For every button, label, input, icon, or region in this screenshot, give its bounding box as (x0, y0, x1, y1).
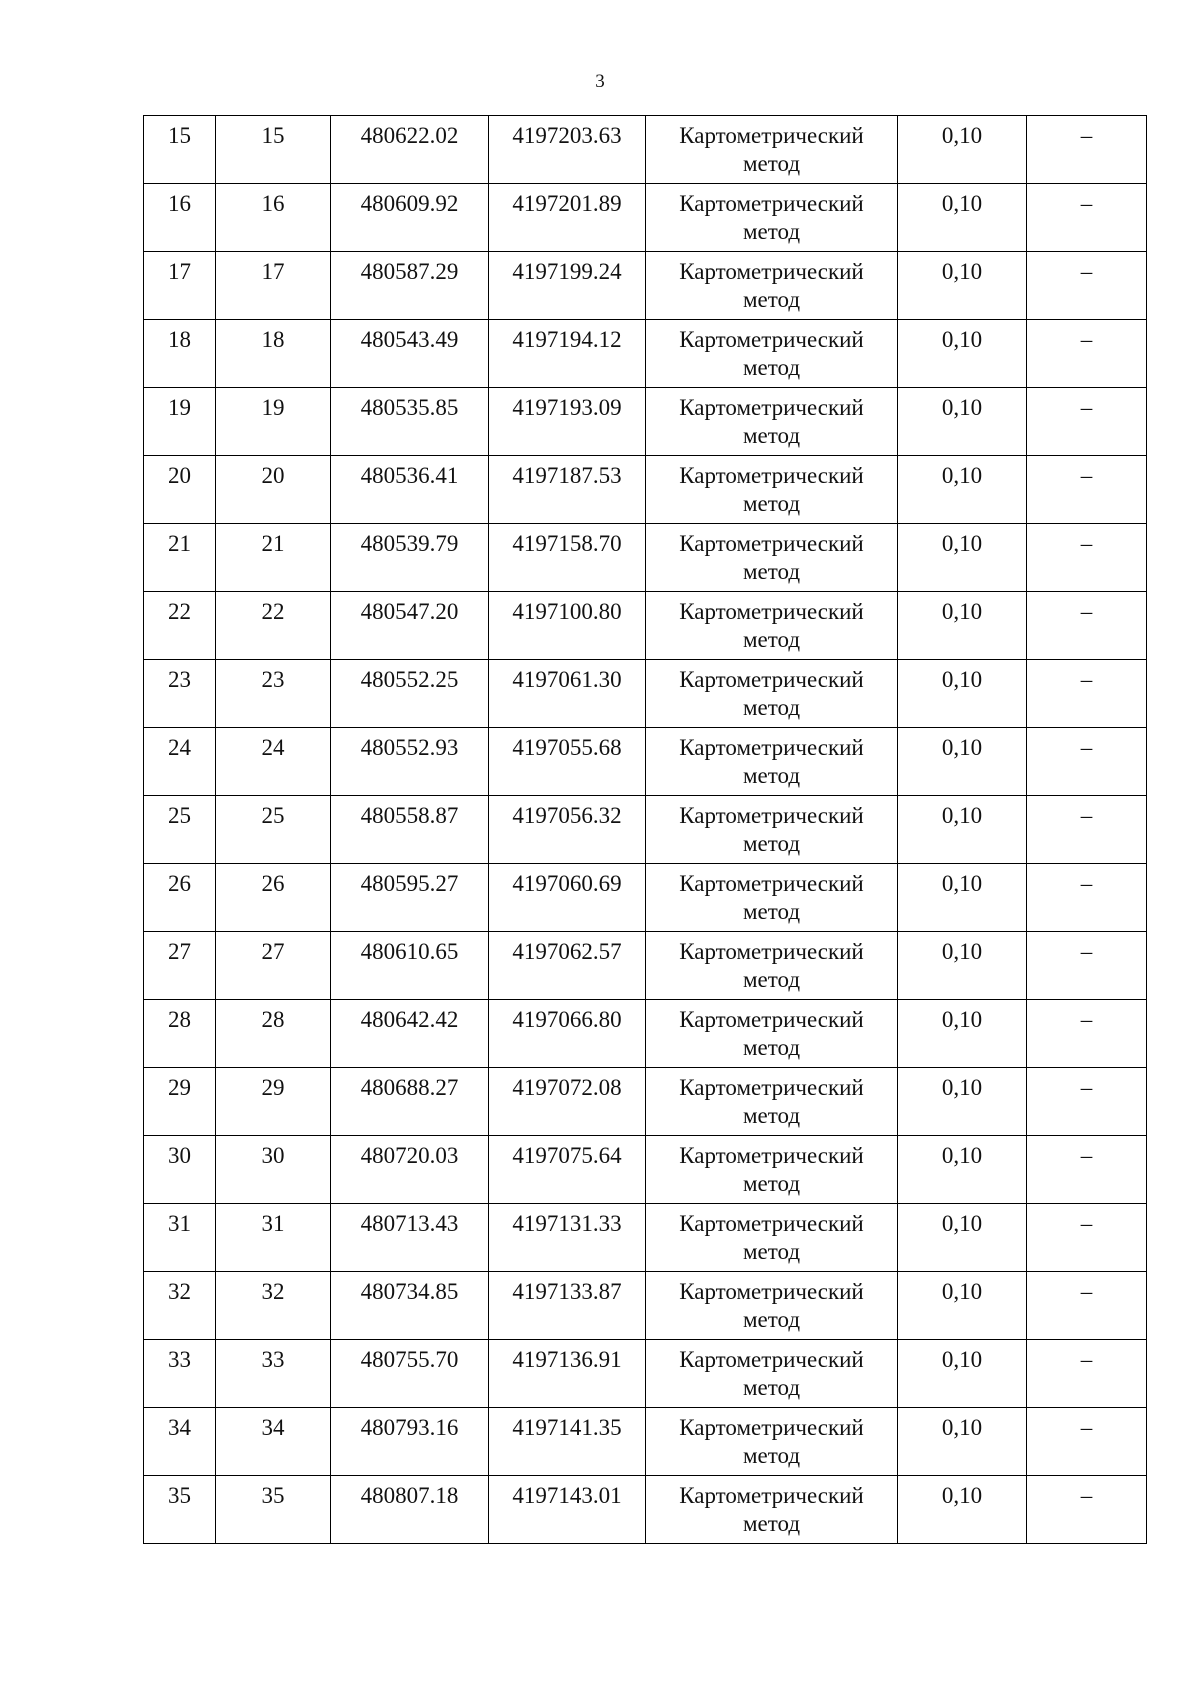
cell-row-number: 24 (144, 728, 216, 796)
cell-method (646, 660, 898, 728)
method-line-1: Картометрический (679, 803, 864, 828)
cell-row-number: 33 (144, 1340, 216, 1408)
cell-y-coordinate: 4197056.32 (489, 796, 646, 864)
cell-row-number: 29 (144, 1068, 216, 1136)
cell-accuracy: 0,10 (898, 388, 1027, 456)
cell-point-number: 19 (216, 388, 331, 456)
cell-row-number: 23 (144, 660, 216, 728)
cell-accuracy: 0,10 (898, 728, 1027, 796)
cell-accuracy: 0,10 (898, 1204, 1027, 1272)
method-line-1: Картометрический (679, 735, 864, 760)
cell-row-number: 32 (144, 1272, 216, 1340)
table-row (144, 524, 1147, 592)
cell-note: – (1027, 456, 1147, 524)
method-line-1: Картометрический (679, 599, 864, 624)
method-line-1: Картометрический (679, 1347, 864, 1372)
table-row (144, 456, 1147, 524)
table-row (144, 1272, 1147, 1340)
method-line-1: Картометрический (679, 939, 864, 964)
cell-row-number: 15 (144, 116, 216, 184)
cell-point-number: 33 (216, 1340, 331, 1408)
table-row (144, 728, 1147, 796)
cell-method (646, 932, 898, 1000)
cell-method (646, 1136, 898, 1204)
cell-row-number: 18 (144, 320, 216, 388)
cell-note: – (1027, 1204, 1147, 1272)
cell-method (646, 1068, 898, 1136)
method-line-1: Картометрический (679, 191, 864, 216)
cell-y-coordinate: 4197055.68 (489, 728, 646, 796)
cell-y-coordinate: 4197131.33 (489, 1204, 646, 1272)
cell-note: – (1027, 524, 1147, 592)
cell-row-number: 22 (144, 592, 216, 660)
method-line-2: метод (742, 1035, 801, 1060)
cell-accuracy: 0,10 (898, 660, 1027, 728)
cell-note: – (1027, 1068, 1147, 1136)
cell-row-number: 21 (144, 524, 216, 592)
cell-x-coordinate: 480807.18 (331, 1476, 489, 1544)
table-row (144, 1476, 1147, 1544)
cell-y-coordinate: 4197143.01 (489, 1476, 646, 1544)
cell-x-coordinate: 480547.20 (331, 592, 489, 660)
table-row (144, 1204, 1147, 1272)
cell-x-coordinate: 480713.43 (331, 1204, 489, 1272)
table-row (144, 864, 1147, 932)
cell-row-number: 25 (144, 796, 216, 864)
method-line-2: метод (742, 763, 801, 788)
method-line-2: метод (742, 423, 801, 448)
method-line-1: Картометрический (679, 1075, 864, 1100)
method-line-2: метод (742, 695, 801, 720)
cell-x-coordinate: 480552.25 (331, 660, 489, 728)
cell-row-number: 34 (144, 1408, 216, 1476)
method-line-2: метод (742, 1443, 801, 1468)
method-line-2: метод (742, 899, 801, 924)
method-line-2: метод (742, 1239, 801, 1264)
table-row (144, 320, 1147, 388)
cell-point-number: 15 (216, 116, 331, 184)
cell-x-coordinate: 480595.27 (331, 864, 489, 932)
cell-accuracy: 0,10 (898, 524, 1027, 592)
cell-accuracy: 0,10 (898, 864, 1027, 932)
cell-method (646, 796, 898, 864)
cell-method (646, 1340, 898, 1408)
method-line-1: Картометрический (679, 1483, 864, 1508)
table-row (144, 660, 1147, 728)
cell-y-coordinate: 4197136.91 (489, 1340, 646, 1408)
table-row (144, 592, 1147, 660)
cell-note: – (1027, 320, 1147, 388)
cell-method (646, 1204, 898, 1272)
cell-point-number: 28 (216, 1000, 331, 1068)
cell-method (646, 1272, 898, 1340)
cell-y-coordinate: 4197194.12 (489, 320, 646, 388)
cell-accuracy: 0,10 (898, 1408, 1027, 1476)
cell-row-number: 31 (144, 1204, 216, 1272)
cell-y-coordinate: 4197141.35 (489, 1408, 646, 1476)
cell-note: – (1027, 184, 1147, 252)
cell-row-number: 30 (144, 1136, 216, 1204)
table-row (144, 1340, 1147, 1408)
cell-x-coordinate: 480734.85 (331, 1272, 489, 1340)
cell-y-coordinate: 4197060.69 (489, 864, 646, 932)
method-line-1: Картометрический (679, 1007, 864, 1032)
method-line-1: Картометрический (679, 1143, 864, 1168)
table-row (144, 1408, 1147, 1476)
table-row (144, 1068, 1147, 1136)
cell-y-coordinate: 4197075.64 (489, 1136, 646, 1204)
cell-y-coordinate: 4197066.80 (489, 1000, 646, 1068)
cell-accuracy: 0,10 (898, 1136, 1027, 1204)
cell-x-coordinate: 480552.93 (331, 728, 489, 796)
cell-row-number: 16 (144, 184, 216, 252)
cell-x-coordinate: 480642.42 (331, 1000, 489, 1068)
cell-row-number: 35 (144, 1476, 216, 1544)
cell-x-coordinate: 480688.27 (331, 1068, 489, 1136)
cell-accuracy: 0,10 (898, 456, 1027, 524)
cell-point-number: 16 (216, 184, 331, 252)
cell-method (646, 320, 898, 388)
cell-y-coordinate: 4197062.57 (489, 932, 646, 1000)
cell-y-coordinate: 4197100.80 (489, 592, 646, 660)
cell-point-number: 30 (216, 1136, 331, 1204)
cell-point-number: 17 (216, 252, 331, 320)
cell-accuracy: 0,10 (898, 320, 1027, 388)
cell-x-coordinate: 480720.03 (331, 1136, 489, 1204)
method-line-2: метод (742, 1103, 801, 1128)
cell-note: – (1027, 1408, 1147, 1476)
cell-y-coordinate: 4197201.89 (489, 184, 646, 252)
cell-y-coordinate: 4197193.09 (489, 388, 646, 456)
method-line-2: метод (742, 831, 801, 856)
cell-y-coordinate: 4197199.24 (489, 252, 646, 320)
cell-row-number: 17 (144, 252, 216, 320)
method-line-2: метод (742, 151, 801, 176)
method-line-1: Картометрический (679, 463, 864, 488)
page-number: 3 (595, 71, 605, 92)
cell-note: – (1027, 1476, 1147, 1544)
cell-x-coordinate: 480755.70 (331, 1340, 489, 1408)
cell-note: – (1027, 1136, 1147, 1204)
method-line-1: Картометрический (679, 871, 864, 896)
cell-y-coordinate: 4197133.87 (489, 1272, 646, 1340)
cell-point-number: 18 (216, 320, 331, 388)
cell-note: – (1027, 1000, 1147, 1068)
cell-note: – (1027, 864, 1147, 932)
cell-accuracy: 0,10 (898, 796, 1027, 864)
cell-point-number: 34 (216, 1408, 331, 1476)
method-line-2: метод (742, 1511, 801, 1536)
cell-point-number: 22 (216, 592, 331, 660)
method-line-1: Картометрический (679, 1211, 864, 1236)
cell-note: – (1027, 1272, 1147, 1340)
cell-row-number: 28 (144, 1000, 216, 1068)
cell-point-number: 21 (216, 524, 331, 592)
method-line-1: Картометрический (679, 1415, 864, 1440)
method-line-2: метод (742, 967, 801, 992)
cell-note: – (1027, 728, 1147, 796)
cell-method (646, 1476, 898, 1544)
cell-note: – (1027, 252, 1147, 320)
cell-method (646, 456, 898, 524)
method-line-2: метод (742, 355, 801, 380)
coordinates-table (143, 115, 1147, 1544)
cell-point-number: 26 (216, 864, 331, 932)
cell-x-coordinate: 480543.49 (331, 320, 489, 388)
cell-point-number: 31 (216, 1204, 331, 1272)
cell-accuracy: 0,10 (898, 1068, 1027, 1136)
cell-point-number: 25 (216, 796, 331, 864)
cell-x-coordinate: 480539.79 (331, 524, 489, 592)
cell-row-number: 27 (144, 932, 216, 1000)
method-line-1: Картометрический (679, 327, 864, 352)
method-line-2: метод (742, 1307, 801, 1332)
cell-note: – (1027, 592, 1147, 660)
cell-note: – (1027, 796, 1147, 864)
cell-x-coordinate: 480535.85 (331, 388, 489, 456)
cell-point-number: 24 (216, 728, 331, 796)
cell-row-number: 20 (144, 456, 216, 524)
cell-accuracy: 0,10 (898, 1000, 1027, 1068)
cell-y-coordinate: 4197061.30 (489, 660, 646, 728)
cell-x-coordinate: 480587.29 (331, 252, 489, 320)
cell-point-number: 32 (216, 1272, 331, 1340)
cell-note: – (1027, 932, 1147, 1000)
cell-x-coordinate: 480609.92 (331, 184, 489, 252)
method-line-1: Картометрический (679, 1279, 864, 1304)
cell-note: – (1027, 1340, 1147, 1408)
cell-method (646, 864, 898, 932)
method-line-1: Картометрический (679, 123, 864, 148)
cell-accuracy: 0,10 (898, 1340, 1027, 1408)
cell-accuracy: 0,10 (898, 592, 1027, 660)
method-line-2: метод (742, 559, 801, 584)
method-line-1: Картометрический (679, 395, 864, 420)
cell-x-coordinate: 480536.41 (331, 456, 489, 524)
cell-method (646, 728, 898, 796)
table-row (144, 252, 1147, 320)
cell-accuracy: 0,10 (898, 1476, 1027, 1544)
cell-accuracy: 0,10 (898, 252, 1027, 320)
method-line-2: метод (742, 627, 801, 652)
method-line-1: Картометрический (679, 531, 864, 556)
cell-row-number: 26 (144, 864, 216, 932)
cell-note: – (1027, 660, 1147, 728)
cell-y-coordinate: 4197203.63 (489, 116, 646, 184)
table-row (144, 932, 1147, 1000)
cell-accuracy: 0,10 (898, 1272, 1027, 1340)
cell-x-coordinate: 480622.02 (331, 116, 489, 184)
cell-method (646, 116, 898, 184)
cell-y-coordinate: 4197187.53 (489, 456, 646, 524)
cell-point-number: 27 (216, 932, 331, 1000)
table-row (144, 1136, 1147, 1204)
method-line-1: Картометрический (679, 667, 864, 692)
cell-x-coordinate: 480558.87 (331, 796, 489, 864)
method-line-2: метод (742, 1171, 801, 1196)
cell-x-coordinate: 480793.16 (331, 1408, 489, 1476)
method-line-2: метод (742, 219, 801, 244)
cell-point-number: 20 (216, 456, 331, 524)
table-row (144, 388, 1147, 456)
cell-note: – (1027, 116, 1147, 184)
method-line-2: метод (742, 1375, 801, 1400)
table-body (144, 116, 1147, 1544)
cell-method (646, 1000, 898, 1068)
cell-method (646, 252, 898, 320)
cell-note: – (1027, 388, 1147, 456)
table-row (144, 1000, 1147, 1068)
cell-accuracy: 0,10 (898, 116, 1027, 184)
cell-point-number: 35 (216, 1476, 331, 1544)
method-line-2: метод (742, 287, 801, 312)
cell-method (646, 1408, 898, 1476)
cell-row-number: 19 (144, 388, 216, 456)
cell-point-number: 23 (216, 660, 331, 728)
cell-method (646, 524, 898, 592)
cell-method (646, 388, 898, 456)
cell-y-coordinate: 4197072.08 (489, 1068, 646, 1136)
table-row (144, 116, 1147, 184)
cell-x-coordinate: 480610.65 (331, 932, 489, 1000)
cell-accuracy: 0,10 (898, 184, 1027, 252)
cell-point-number: 29 (216, 1068, 331, 1136)
cell-accuracy: 0,10 (898, 932, 1027, 1000)
method-line-1: Картометрический (679, 259, 864, 284)
cell-y-coordinate: 4197158.70 (489, 524, 646, 592)
table-row (144, 184, 1147, 252)
cell-method (646, 592, 898, 660)
method-line-2: метод (742, 491, 801, 516)
cell-method (646, 184, 898, 252)
table-row (144, 796, 1147, 864)
